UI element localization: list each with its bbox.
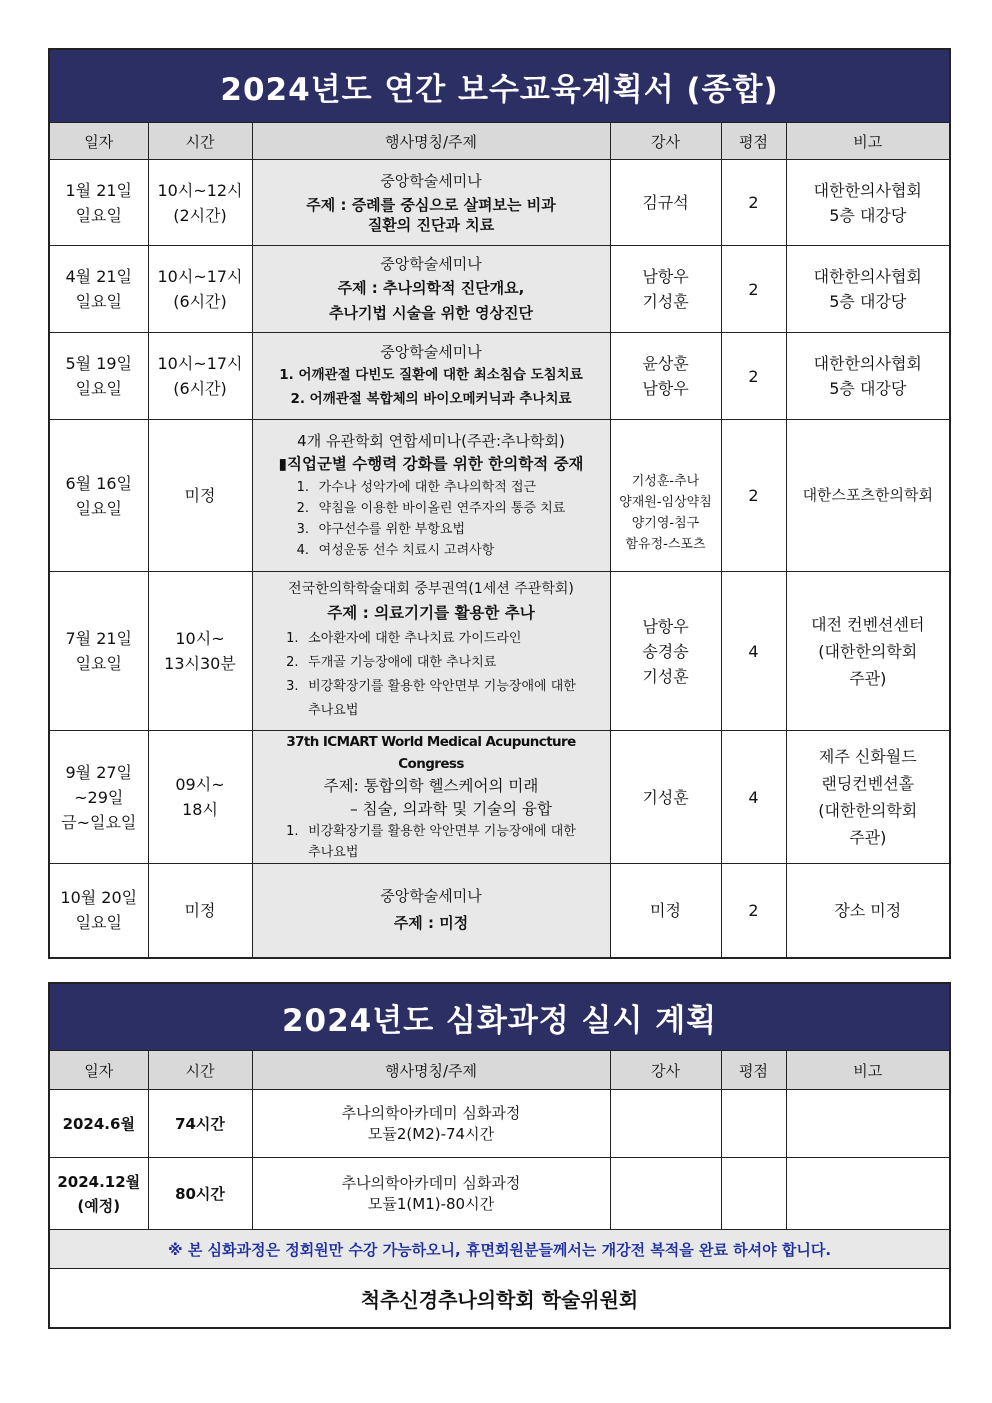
points-cell (721, 1090, 786, 1158)
note-cell (786, 1158, 950, 1230)
date-cell: 6월 16일 일요일 (49, 420, 148, 572)
education-plan-table (48, 48, 951, 959)
header-time: 시간 (148, 1051, 252, 1090)
note-cell (786, 1090, 950, 1158)
header-date: 일자 (49, 123, 148, 160)
event-name: 중앙학술세미나 (380, 887, 482, 906)
event-name: 중앙학술세미나 (380, 343, 482, 361)
points-cell: 2 (721, 864, 786, 958)
event-item: 3. 비강확장기를 활용한 악안면부 기능장애에 대한 (286, 679, 576, 694)
event-topic: 주제 : 의료기기를 활용한 추나 (327, 604, 535, 622)
event-name: 중앙학술세미나 (380, 171, 482, 190)
event-item: 2. 어깨관절 복합체의 바이오메커닉과 추나치료 (290, 391, 572, 407)
date-cell: 1월 21일 일요일 (49, 160, 148, 246)
points-cell: 2 (721, 420, 786, 572)
plan-title: 2024년도 연간 보수교육계획서 (종합) (49, 49, 950, 123)
header-points: 평점 (721, 1051, 786, 1090)
event-cell: 전국한의학학술대회 중부권역(1세션 주관학회) 주제 : 의료기기를 활용한 추나 1. 소아환자에 대한 추나치료 가이드라인 2. 두개골 기능장애에 대한 추나치료 3. 비강확장기를 활용한 악안면부 기능장애에 대한 추나요법 (252, 572, 610, 731)
table-row (49, 864, 950, 958)
points-cell: 2 (721, 246, 786, 333)
event-item: 2. 두개골 기능장애에 대한 추나치료 (286, 655, 497, 670)
lecturer-cell (610, 1158, 721, 1230)
event-cell: 중앙학술세미나 주제 : 추나의학적 진단개요, 추나기법 시술을 위한 영상진단 (252, 246, 610, 333)
note-cell: 대한한의사협회 5층 대강당 (786, 246, 950, 333)
header-event: 행사명칭/주제 (252, 1051, 610, 1090)
lecturer-cell: 김규석 (610, 160, 721, 246)
hours-cell: 74시간 (148, 1090, 252, 1158)
event-topic: 주제 : 추나의학적 진단개요, (337, 278, 525, 297)
event-item: 2. 약침을 이용한 바이올린 연주자의 통증 치료 (296, 500, 566, 516)
event-cell (252, 420, 610, 572)
note-cell: 대한한의사협회 5층 대강당 (786, 333, 950, 420)
event-cell (252, 333, 610, 420)
header-date: 일자 (49, 1051, 148, 1090)
event-item: 1. 어깨관절 다빈도 질환에 대한 최소침습 도침치료 (279, 367, 583, 383)
date-cell: 7월 21일 일요일 (49, 572, 148, 731)
event-topic: ▮직업군별 수행력 강화를 위한 한의학적 중재 (278, 454, 584, 473)
time-cell: 10시~17시 (6시간) (148, 333, 252, 420)
time-cell: 10시~17시 (6시간) (148, 246, 252, 333)
lecturer-cell (610, 1090, 721, 1158)
table-row (49, 160, 950, 246)
event-topic: 주제 : 증례를 중심으로 살펴보는 비과 (306, 195, 556, 214)
date-cell: 2024.12월 (예정) (49, 1158, 148, 1230)
event-cell: 중앙학술세미나 주제 : 증례를 중심으로 살펴보는 비과 질환의 진단과 치료 (252, 160, 610, 246)
event-name: 전국한의학학술대회 중부권역(1세션 주관학회) (288, 581, 574, 597)
event-cell: 추나의학아카데미 심화과정 모듈2(M2)-74시간 (252, 1090, 610, 1158)
event-subtitle: 주제: 통합의학 헬스케어의 미래 (323, 777, 539, 795)
table-row (49, 731, 950, 864)
lecturer-cell: 남항우 기성훈 (610, 246, 721, 333)
event-name: 4개 유관학회 연합세미나(주관:추나학회) (297, 431, 565, 450)
points-cell: 4 (721, 572, 786, 731)
header-lecturer: 강사 (610, 1051, 721, 1090)
note-cell: 장소 미정 (786, 864, 950, 958)
time-cell: 10시~12시 (2시간) (148, 160, 252, 246)
time-cell: 09시~ 18시 (148, 731, 252, 864)
date-cell: 10월 20일 일요일 (49, 864, 148, 958)
event-cell: 37th ICMART World Medical Acupuncture Congress 주제: 통합의학 헬스케어의 미래 – 침술, 의과학 및 기술의 융합 1. 비강확장기를 활용한 악안면부 기능장애에 대한 추나요법 (252, 731, 610, 864)
time-cell: 미정 (148, 420, 252, 572)
advanced-course-table (48, 982, 951, 1329)
table-row (49, 246, 950, 333)
header-event: 행사명칭/주제 (252, 123, 610, 160)
points-cell: 4 (721, 731, 786, 864)
advanced-title: 2024년도 심화과정 실시 계획 (49, 983, 950, 1051)
time-cell: 10시~ 13시30분 (148, 572, 252, 731)
table-row (49, 420, 950, 572)
table-row (49, 1158, 950, 1230)
date-cell: 5월 19일 일요일 (49, 333, 148, 420)
note-cell: 대전 컨벤션센터 (대한한의학회 주관) (786, 572, 950, 731)
event-cell (252, 864, 610, 958)
lecturer-cell: 기성훈 (610, 731, 721, 864)
table-row (49, 1090, 950, 1158)
event-item: 4. 여성운동 선수 치료시 고려사항 (296, 542, 495, 558)
lecturer-cell: 기성훈-추나 양재원-임상약침 양기영-침구 함유정-스포츠 (610, 420, 721, 572)
event-name: 37th ICMART World Medical Acupuncture Congress (286, 734, 576, 772)
header-note: 비고 (786, 123, 950, 160)
event-item: 1. 비강확장기를 활용한 악안면부 기능장애에 대한 (286, 824, 576, 839)
plan-header-row (49, 123, 950, 160)
event-item: 1. 소아환자에 대한 추나치료 가이드라인 (286, 631, 522, 646)
points-cell: 2 (721, 160, 786, 246)
note-cell: 대한한의사협회 5층 대강당 (786, 160, 950, 246)
hours-cell: 80시간 (148, 1158, 252, 1230)
points-cell (721, 1158, 786, 1230)
table-row (49, 333, 950, 420)
note-cell: 제주 신화월드 랜딩컨벤션홀 (대한한의학회 주관) (786, 731, 950, 864)
header-note: 비고 (786, 1051, 950, 1090)
header-points: 평점 (721, 123, 786, 160)
event-item: 1. 가수나 성악가에 대한 추나의학적 접근 (296, 479, 537, 495)
header-lecturer: 강사 (610, 123, 721, 160)
time-cell: 미정 (148, 864, 252, 958)
lecturer-cell: 남항우 송경송 기성훈 (610, 572, 721, 731)
committee-signature: 척추신경추나의학회 학술위원회 (49, 1269, 950, 1329)
event-cell: 추나의학아카데미 심화과정 모듈1(M1)-80시간 (252, 1158, 610, 1230)
advanced-header-row (49, 1051, 950, 1090)
lecturer-cell: 미정 (610, 864, 721, 958)
points-cell: 2 (721, 333, 786, 420)
membership-notice: ※ 본 심화과정은 정회원만 수강 가능하오니, 휴면회원분들께서는 개강전 복적을 완료 하셔야 합니다. (49, 1230, 950, 1269)
date-cell: 9월 27일 ~29일 금~일요일 (49, 731, 148, 864)
event-item: 3. 야구선수를 위한 부항요법 (296, 521, 466, 537)
event-topic: 주제 : 미정 (393, 914, 469, 933)
lecturer-cell: 윤상훈 남항우 (610, 333, 721, 420)
header-time: 시간 (148, 123, 252, 160)
table-row (49, 572, 950, 731)
date-cell: 2024.6월 (49, 1090, 148, 1158)
event-name: 중앙학술세미나 (380, 254, 482, 273)
note-cell: 대한스포츠한의학회 (786, 420, 950, 572)
date-cell: 4월 21일 일요일 (49, 246, 148, 333)
